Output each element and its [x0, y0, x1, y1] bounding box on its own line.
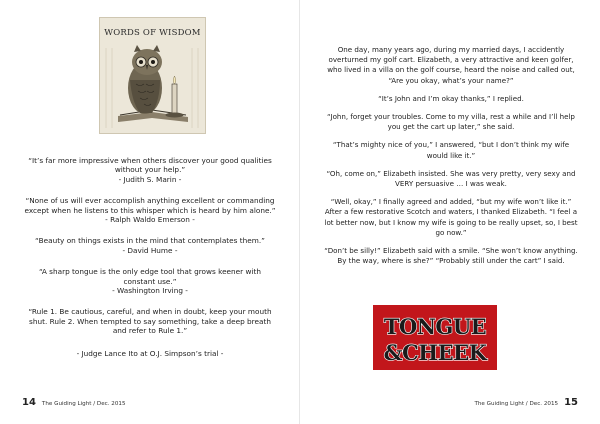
quote-item [24, 156, 276, 184]
quote-item [24, 307, 276, 358]
left-footer [22, 397, 126, 408]
publication-name: The Guiding Light / Dec. 2015 [41, 401, 126, 407]
quote-text: “None of us will ever accomplish anything excellent or commanding except when he listens to this whisper which is heard by him alone.” [24, 196, 276, 215]
quotes-list [24, 156, 276, 370]
story-paragraph: “Well, okay,” I finally agreed and added, “but my wife won’t like it.” After a few restorative Scotch and waters, I thanked Elizabeth. “I feel a lot better now, but I know my wife is going to be really upset, so, I best go now.” [324, 197, 578, 237]
quote-author: - Ralph Waldo Emerson - [105, 215, 195, 225]
words-of-wisdom-image [99, 17, 206, 134]
quote-item [24, 196, 276, 224]
page-number: 14 [22, 397, 36, 408]
quote-text: “It’s far more impressive when others discover your good qualities without your help.” [28, 156, 272, 175]
quote-author: - Judge Lance Ito at O.J. Simpson’s trial - [76, 348, 224, 358]
story-paragraph: “That’s mighty nice of you,” I answered, “but I don’t think my wife would like it.” [332, 140, 570, 160]
quote-text: “Beauty on things exists in the mind that contemplates them.” [35, 236, 265, 246]
joke-story [324, 45, 578, 274]
right-footer [474, 397, 578, 408]
tongue-and-cheek-logo [373, 305, 497, 370]
quote-author: - Washington Irving - [112, 286, 188, 296]
words-of-wisdom-title: WORDS OF WISDOM [104, 28, 201, 38]
quote-text: “A sharp tongue is the only edge tool that grows keener with constant use.” [39, 267, 261, 286]
svg-text:&CHEEK: &CHEEK [383, 340, 487, 365]
story-paragraph: “Don’t be silly!” Elizabeth said with a smile. “She won’t know anything. By the way, where is she?” “Probably still under the cart” I said. [324, 246, 578, 266]
publication-name: The Guiding Light / Dec. 2015 [474, 401, 559, 407]
tongue-and-cheek-icon [373, 305, 497, 370]
quote-item [24, 267, 276, 295]
quote-item [24, 236, 276, 255]
quote-author: - David Hume - [122, 245, 178, 255]
story-paragraph: “John, forget your troubles. Come to my villa, rest a while and I’ll help you get the cart up later,” she said. [327, 112, 575, 132]
page-number: 15 [564, 397, 578, 408]
story-paragraph: “Oh, come on,” Elizabeth insisted. She was very pretty, very sexy and VERY persuasive … I was weak. [326, 168, 576, 189]
owl-engraving-icon [100, 18, 206, 134]
svg-text:TONGUE: TONGUE [383, 314, 487, 339]
story-paragraph: One day, many years ago, during my married days, I accidently overturned my golf cart. Elizabeth, a very attractive and keen golfer, who lived in a villa on the golf course, heard the noise and called out, “Are you okay, what’s your name?” [327, 45, 575, 85]
quote-author: - Judith S. Marin - [118, 174, 182, 184]
story-paragraph: “It’s John and I’m okay thanks,” I replied. [378, 93, 524, 103]
quote-text: “Rule 1. Be cautious, careful, and when in doubt, keep your mouth shut. Rule 2. When tempted to say something, take a deep breath and refer to Rule 1.” [28, 307, 272, 336]
